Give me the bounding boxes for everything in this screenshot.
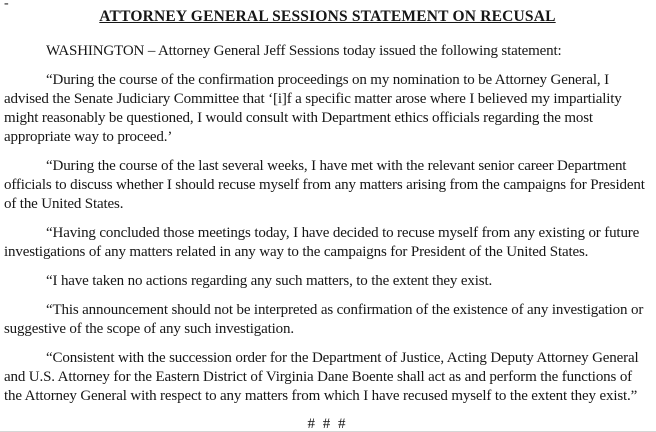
statement-paragraph-1: “During the course of the confirmation proceedings on my nomination to be Attorney General, I advised the Senate Judiciary Committee that ‘[i]f a specific matter arose where I believed my impartiality might reasonably be questioned, I would consult with Department ethics officials regarding the most appropriate way to proceed.’ [4,72,622,145]
stray-mark: - [4,0,9,11]
statement-paragraph-4: “I have taken no actions regarding any such matters, to the extent they exist. [46,273,493,289]
end-mark: # # # [307,416,348,432]
document-title: ATTORNEY GENERAL SESSIONS STATEMENT ON RECUSAL [99,8,556,25]
statement-paragraph-3: “Having concluded those meetings today, I have decided to recuse myself from any existing or future investigations of any matters related in any way to the campaigns for President of the United States. [4,225,640,260]
statement-paragraph-5: “This announcement should not be interpreted as confirmation of the existence of any investigation or suggestive of the scope of any such investigation. [4,302,644,337]
intro-paragraph: WASHINGTON – Attorney General Jeff Sessions today issued the following statement: [46,43,562,59]
statement-paragraph-6: “Consistent with the succession order for the Department of Justice, Acting Deputy Attorney General and U.S. Attorney for the Eastern District of Virginia Dane Boente shall act as and perform the functions of the Attorney General with respect to any matters from which I have recused myself to the extent they exist.” [4,350,639,404]
statement-paragraph-2: “During the course of the last several weeks, I have met with the relevant senior career Department officials to discuss whether I should recuse myself from any matters arising from the campaigns for President of the United States. [4,158,645,212]
